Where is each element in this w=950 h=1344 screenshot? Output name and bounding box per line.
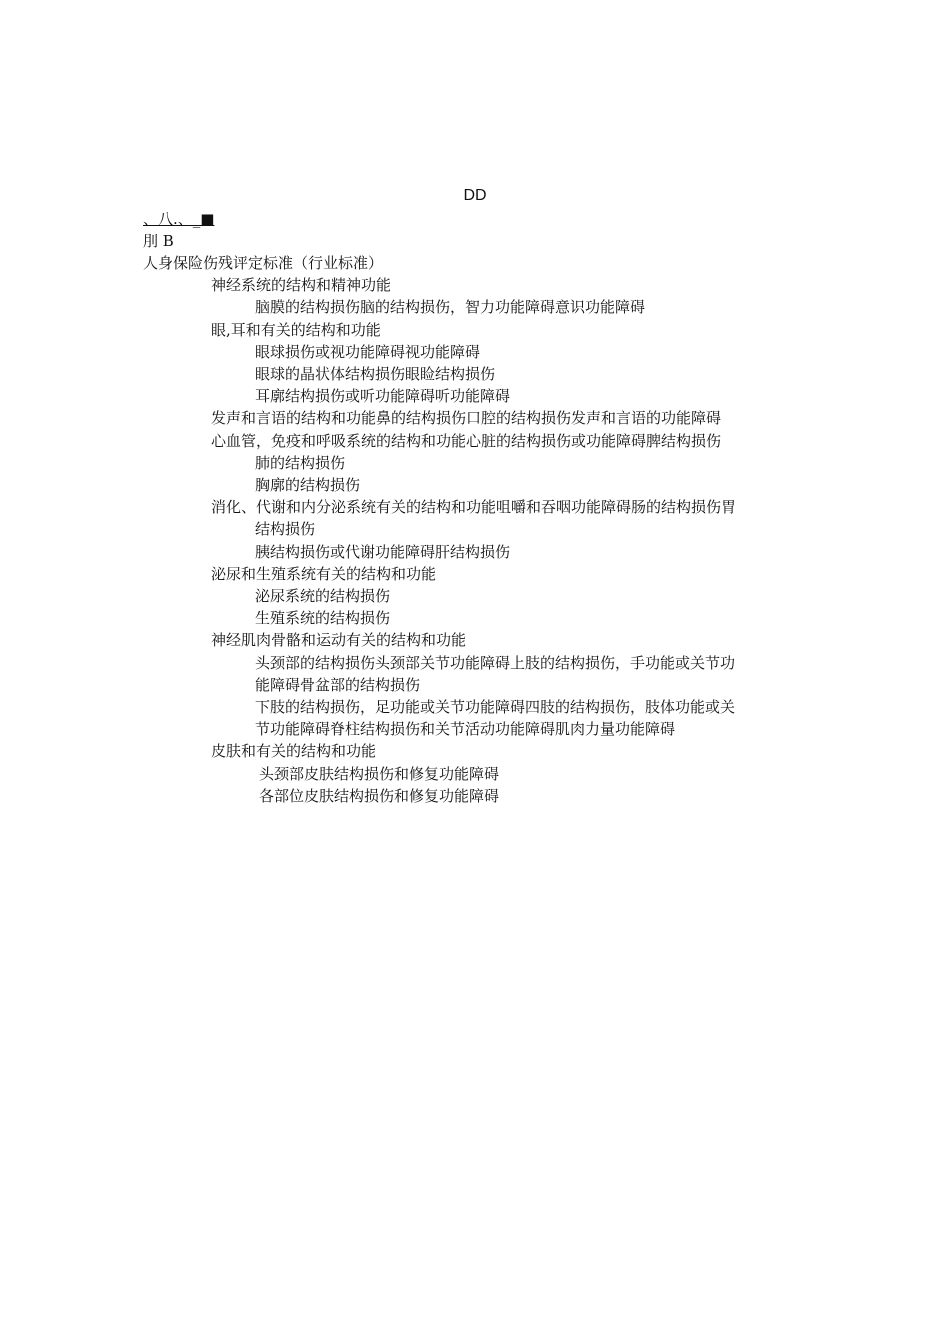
section-item: 耳廓结构损伤或听功能障碍听功能障碍 <box>255 387 511 406</box>
section-heading: 消化、代谢和内分泌系统有关的结构和功能咀嚼和吞咽功能障碍肠的结构损伤胃 <box>211 498 737 517</box>
section-item: 各部位皮肤结构损伤和修复功能障碍 <box>259 786 500 805</box>
section-heading: 神经系统的结构和精神功能 <box>211 276 392 295</box>
section-item: 下肢的结构损伤，足功能或关节功能障碍四肢的结构损伤，肢体功能或关 <box>255 698 736 717</box>
front-matter <box>143 208 214 252</box>
section-heading: 心血管，免疫和呼吸系统的结构和功能心脏的结构损伤或功能障碍脾结构损伤 <box>211 431 722 450</box>
section-item: 能障碍骨盆部的结构损伤 <box>255 675 421 694</box>
section-item: 胸廓的结构损伤 <box>255 476 361 495</box>
section-heading: 神经肌肉骨骼和运动有关的结构和功能 <box>211 631 467 650</box>
section-heading: 眼,耳和有关的结构和功能 <box>211 320 381 339</box>
section-item: 结构损伤 <box>255 520 316 539</box>
section-item: 胰结构损伤或代谢功能障碍肝结构损伤 <box>255 542 511 561</box>
section-heading: 皮肤和有关的结构和功能 <box>211 742 377 761</box>
section-heading: 发声和言语的结构和功能鼻的结构损伤口腔的结构损伤发声和言语的功能障碍 <box>211 409 722 428</box>
page-header-title: DD <box>463 187 487 204</box>
section-item: 头颈部皮肤结构损伤和修复功能障碍 <box>259 764 500 783</box>
section-item: 眼球的晶状体结构损伤眼睑结构损伤 <box>255 365 496 384</box>
section-item: 节功能障碍脊柱结构损伤和关节活动功能障碍肌肉力量功能障碍 <box>255 720 676 739</box>
section-item: 眼球损伤或视功能障碍视功能障碍 <box>255 342 481 361</box>
front-matter-marks: 、八.、_■ <box>143 210 215 228</box>
document-title: 人身保险伤残评定标准（行业标准） <box>143 254 384 272</box>
section-item: 泌尿系统的结构损伤 <box>255 587 391 606</box>
section-heading: 泌尿和生殖系统有关的结构和功能 <box>211 564 437 583</box>
document-body <box>143 252 823 807</box>
section-item: 脑膜的结构损伤脑的结构损伤，智力功能障碍意识功能障碍 <box>255 298 646 317</box>
section-item: 生殖系统的结构损伤 <box>255 609 391 628</box>
front-matter-label: 刖 B <box>143 232 174 250</box>
section-item: 肺的结构损伤 <box>255 453 346 472</box>
section-item: 头颈部的结构损伤头颈部关节功能障碍上肢的结构损伤，手功能或关节功 <box>255 653 736 672</box>
